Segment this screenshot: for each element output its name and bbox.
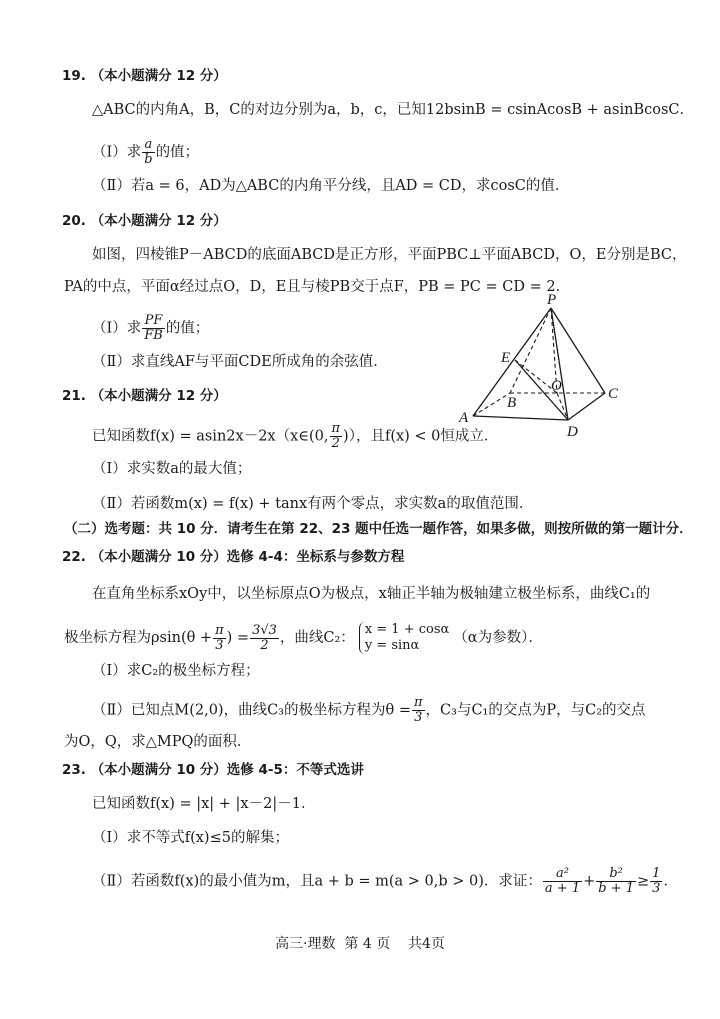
q23-part1: （Ⅰ）求不等式f(x)≤5的解集； (92, 830, 289, 846)
q23-header: 23. （本小题满分 10 分）选修 4-5：不等式选讲 (62, 762, 364, 778)
label-a: A (459, 410, 469, 426)
q22-part1: （Ⅰ）求C₂的极坐标方程； (92, 663, 260, 679)
q22-part2-cont: 为O，Q，求△MPQ的面积． (64, 734, 252, 750)
q23-stem: 已知函数f(x) = |x| + |x－2|－1． (92, 796, 316, 812)
q20-part2: （Ⅱ）求直线AF与平面CDE所成角的余弦值． (92, 354, 388, 370)
q22-line2: 极坐标方程为ρsin(θ + $\frac{\pi}{3}$ ) = $\frac{3√3}{2}$ ，曲线C₂： x = 1 + cosα y = sinα （α为参数）． (64, 622, 543, 653)
q21-stem: 已知函数f(x) = asin2x－2x（x∈(0, $\frac{\pi}{2}$ )），且f(x) < 0恒成立． (92, 421, 499, 451)
fraction: $\frac{1}{3}$ (652, 866, 661, 896)
q22-part2: （Ⅱ）已知点M(2,0)，曲线C₃的极坐标方程为θ = $\frac{\pi}{3}$ ，C₃与C₁的交点为P，与C₂的交点 (92, 695, 646, 725)
label-p: P (547, 292, 557, 308)
fraction: $\frac{\text{a²}}{a + 1}$ (544, 866, 581, 896)
label-d: D (567, 424, 578, 440)
q19-part1: （Ⅰ）求 $\frac{a}{b}$ 的值； (92, 137, 200, 167)
fraction: $\frac{\text{b²}}{b + 1}$ (598, 866, 635, 896)
fraction: $\frac{\pi}{3}$ (413, 695, 423, 725)
label-o: O (551, 378, 562, 394)
label-e: E (501, 350, 511, 366)
q23-part2: （Ⅱ）若函数f(x)的最小值为m，且a + b = m(a > 0,b > 0)．求证： $\frac{\text{a²}}{a + 1}$ + $\frac{\text{b²}}{b + 1}$ ≥ $\frac{1}{3}$ ． (92, 866, 678, 896)
fraction: $\frac{3√3}{2}$ (252, 622, 277, 653)
q20-stem-line1: 如图，四棱锥P－ABCD的底面ABCD是正方形，平面PBC⊥平面ABCD，O，E分别是BC， (92, 247, 687, 263)
q20-header: 20. （本小题满分 12 分） (62, 213, 227, 229)
fraction: $\frac{PF}{FB}$ (144, 313, 163, 343)
q20-stem-line2: PA的中点，平面α经过点O，D，E且与棱PB交于点F，PB = PC = CD = 2． (64, 279, 571, 295)
q19-stem: △ABC的内角A，B，C的对边分别为a，b，c，已知12bsinB = csinAcosB + asinBcosC． (92, 102, 695, 118)
parametric-system: x = 1 + cosα y = sinα (359, 622, 449, 654)
q21-header: 21. （本小题满分 12 分） (62, 388, 227, 404)
label-c: C (608, 386, 619, 402)
q19-part2: （Ⅱ）若a = 6，AD为△ABC的内角平分线，且AD = CD，求cosC的值． (92, 178, 570, 194)
label-b: B (507, 395, 517, 411)
fraction: $\frac{\pi}{2}$ (331, 421, 341, 451)
pyramid-figure (455, 290, 635, 440)
q20-part1: （Ⅰ）求 $\frac{PF}{FB}$ 的值； (92, 313, 210, 343)
q22-line1: 在直角坐标系xOy中，以坐标原点O为极点，x轴正半轴为极轴建立极坐标系，曲线C₁的 (92, 586, 651, 602)
page-footer: 高三·理数 第 4 页 共4页 (275, 936, 445, 952)
fraction: $\frac{\pi}{3}$ (215, 622, 224, 653)
q19-header: 19. （本小题满分 12 分） (62, 68, 227, 84)
q21-part1: （Ⅰ）求实数a的最大值； (92, 461, 252, 477)
q21-part2: （Ⅱ）若函数m(x) = f(x) + tanx有两个零点，求实数a的取值范围． (92, 496, 534, 512)
section-elective-note: （二）选考题：共 10 分．请考生在第 22、23 题中任选一题作答，如果多做，则按所做的第一题计分． (64, 521, 693, 537)
q22-header: 22. （本小题满分 10 分）选修 4-4：坐标系与参数方程 (62, 549, 405, 565)
fraction: $\frac{a}{b}$ (144, 137, 153, 167)
